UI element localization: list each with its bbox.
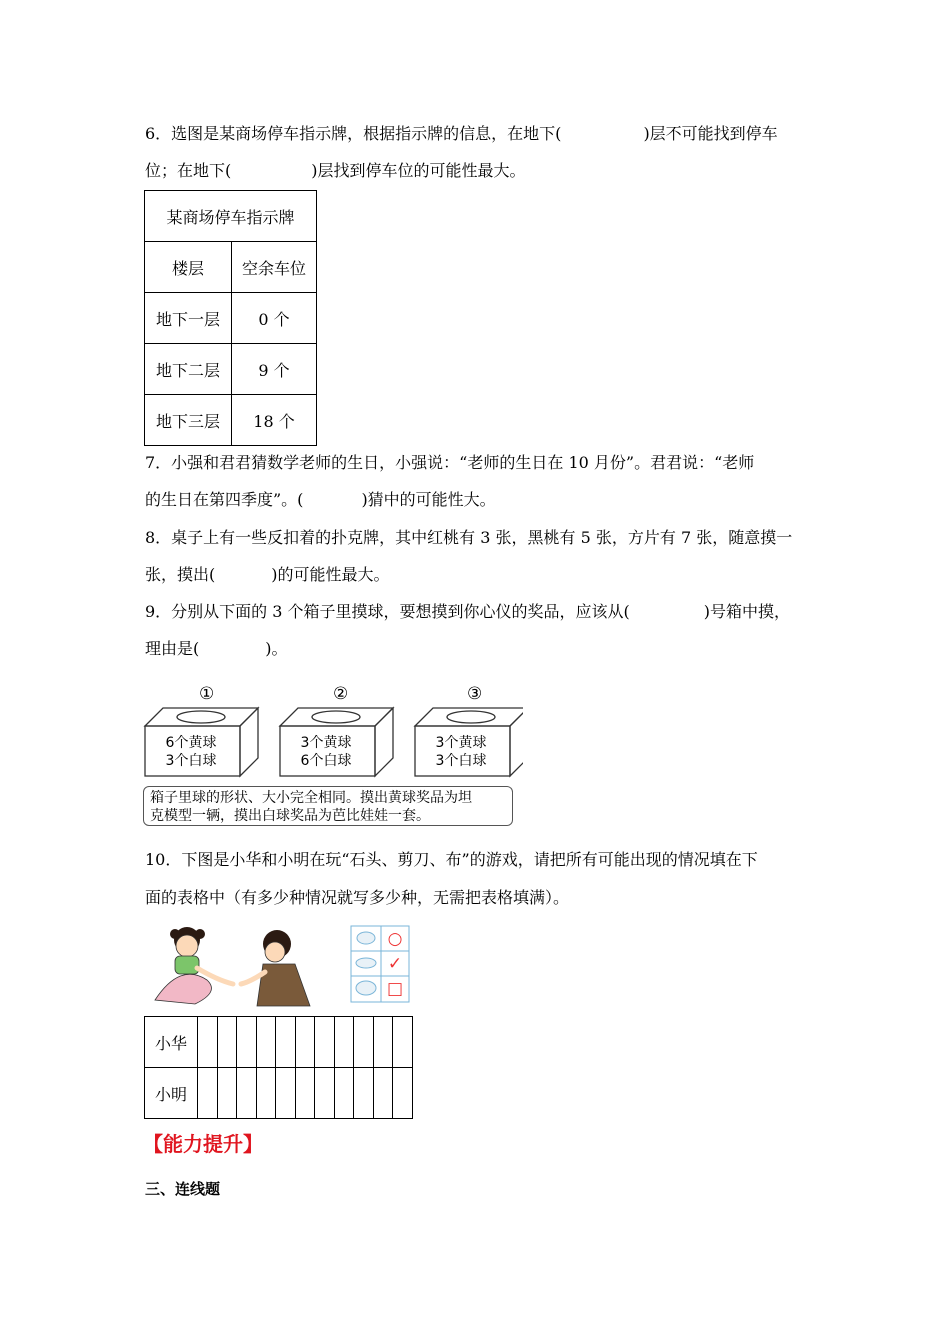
q9-text-b: )号箱中摸， xyxy=(703,602,791,621)
rock-paper-scissors-illustration xyxy=(145,922,415,1012)
answer-cell[interactable] xyxy=(276,1017,296,1068)
scissors-hand-icon xyxy=(356,958,376,968)
answer-cell[interactable] xyxy=(354,1017,374,1068)
box-1-side xyxy=(240,708,258,776)
q7-line2 xyxy=(145,490,496,510)
q8-text-b: )的可能性最大。 xyxy=(271,565,390,584)
answer-cell[interactable] xyxy=(217,1068,237,1119)
boy-figure xyxy=(241,930,310,1006)
box-1-label xyxy=(159,734,223,770)
box-3-yellow: 3个黄球 xyxy=(435,735,487,751)
q9-text-d: )。 xyxy=(265,639,288,658)
box-2-white: 6个白球 xyxy=(300,753,352,769)
q7-text-b: )猜中的可能性大。 xyxy=(361,490,496,509)
q6-text-c: 位；在地下( xyxy=(145,161,232,180)
box-1-number: ① xyxy=(199,684,215,704)
q8-text-a: 张，摸出( xyxy=(145,565,216,584)
box-2-hole xyxy=(312,711,360,723)
answer-cell[interactable] xyxy=(295,1017,315,1068)
box-3-white: 3个白球 xyxy=(435,753,487,769)
box-1-white: 3个白球 xyxy=(165,753,217,769)
note-line-2: 克模型一辆，摸出白球奖品为芭比娃娃一套。 xyxy=(150,808,430,824)
answer-cell[interactable] xyxy=(276,1068,296,1119)
table-row xyxy=(145,395,317,446)
answer-cell[interactable] xyxy=(237,1068,257,1119)
spaces-cell: 18 个 xyxy=(232,395,317,446)
q6-text-d: )层找到停车位的可能性最大。 xyxy=(311,161,526,180)
ability-heading: 【能力提升】 xyxy=(143,1132,263,1156)
table-title: 某商场停车指示牌 xyxy=(145,191,317,242)
answer-cell[interactable] xyxy=(295,1068,315,1119)
table-header: 空余车位 xyxy=(232,242,317,293)
box-1-yellow: 6个黄球 xyxy=(165,735,217,751)
section-heading: 三、连线题 xyxy=(145,1180,221,1198)
q8-line2 xyxy=(145,565,390,585)
box-3-label xyxy=(429,734,493,770)
row-label-xiaohua: 小华 xyxy=(145,1017,198,1068)
circle-symbol: ○ xyxy=(387,929,403,949)
q9-text-c: 理由是( xyxy=(145,639,200,658)
floor-cell: 地下三层 xyxy=(145,395,232,446)
spaces-cell: 0 个 xyxy=(232,293,317,344)
note-line-1: 箱子里球的形状、大小完全相同。摸出黄球奖品为坦 xyxy=(150,790,472,806)
answer-cell[interactable] xyxy=(354,1068,374,1119)
q10-line2: 面的表格中（有多少种情况就写多少种，无需把表格填满）。 xyxy=(145,888,570,907)
answer-cell[interactable] xyxy=(198,1068,218,1119)
box-1-hole xyxy=(177,711,225,723)
answer-cell[interactable] xyxy=(256,1017,276,1068)
prize-note xyxy=(143,786,513,826)
girl-figure xyxy=(155,927,233,1004)
square-symbol: □ xyxy=(386,979,404,999)
box-2-label xyxy=(294,734,358,770)
q6-line1 xyxy=(145,124,778,144)
paper-hand-icon xyxy=(356,981,376,995)
answer-cell[interactable] xyxy=(393,1068,413,1119)
parking-sign-table xyxy=(144,190,317,446)
check-symbol: ✓ xyxy=(387,954,403,974)
answer-cell[interactable] xyxy=(217,1017,237,1068)
answer-cell[interactable] xyxy=(334,1017,354,1068)
answer-cell[interactable] xyxy=(315,1017,335,1068)
q6-text-a: 6．选图是某商场停车指示牌，根据指示牌的信息，在地下( xyxy=(145,124,562,143)
row-label-xiaoming: 小明 xyxy=(145,1068,198,1119)
answer-cell[interactable] xyxy=(315,1068,335,1119)
outcome-table xyxy=(144,1016,413,1119)
answer-cell[interactable] xyxy=(373,1017,393,1068)
table-row xyxy=(145,1068,413,1119)
box-2-yellow: 3个黄球 xyxy=(300,735,352,751)
q9-line1 xyxy=(145,602,790,622)
answer-cell[interactable] xyxy=(198,1017,218,1068)
q7-text-a: 的生日在第四季度”。( xyxy=(145,490,304,509)
box-2-number: ② xyxy=(333,684,349,704)
floor-cell: 地下二层 xyxy=(145,344,232,395)
box-2-side xyxy=(375,708,393,776)
box-3-hole xyxy=(447,711,495,723)
box-3-side xyxy=(510,708,523,776)
q7-line1: 7．小强和君君猜数学老师的生日，小强说：“老师的生日在 10 月份”。君君说：“老师 xyxy=(145,453,755,472)
q10-line1: 10．下图是小华和小明在玩“石头、剪刀、布”的游戏，请把所有可能出现的情况填在下 xyxy=(145,850,758,869)
floor-cell: 地下一层 xyxy=(145,293,232,344)
answer-cell[interactable] xyxy=(237,1017,257,1068)
q6-line2 xyxy=(145,161,526,181)
table-row xyxy=(145,1017,413,1068)
q8-line1: 8．桌子上有一些反扣着的扑克牌，其中红桃有 3 张，黑桃有 5 张，方片有 7 张，随意摸一 xyxy=(145,528,793,547)
spaces-cell: 9 个 xyxy=(232,344,317,395)
table-row xyxy=(145,344,317,395)
answer-cell[interactable] xyxy=(334,1068,354,1119)
answer-cell[interactable] xyxy=(256,1068,276,1119)
q6-text-b: )层不可能找到停车 xyxy=(643,124,778,143)
rock-hand-icon xyxy=(357,932,375,944)
answer-cell[interactable] xyxy=(373,1068,393,1119)
answer-cell[interactable] xyxy=(393,1017,413,1068)
table-header: 楼层 xyxy=(145,242,232,293)
table-row xyxy=(145,293,317,344)
box-3-number: ③ xyxy=(467,684,483,704)
q9-text-a: 9．分别从下面的 3 个箱子里摸球，要想摸到你心仪的奖品，应该从( xyxy=(145,602,630,621)
q9-line2 xyxy=(145,639,288,659)
